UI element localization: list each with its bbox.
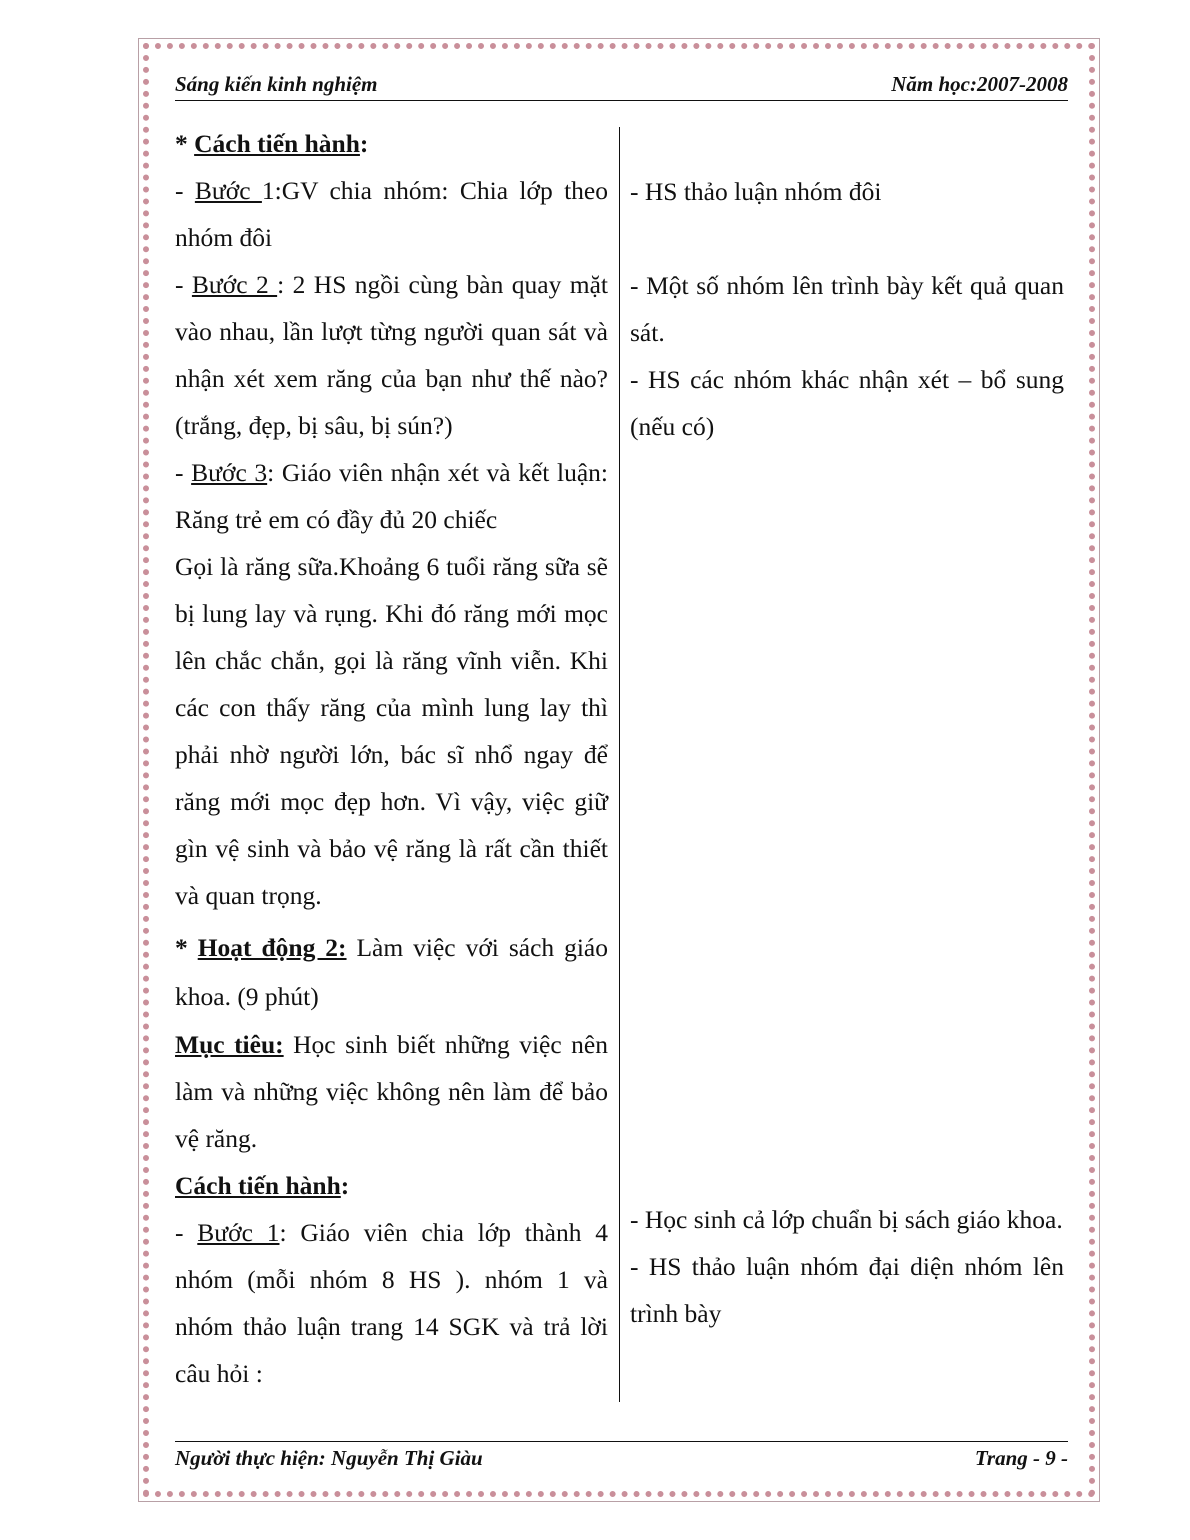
dash: - bbox=[175, 1218, 198, 1247]
step-3-paragraph bbox=[175, 449, 608, 543]
page-footer bbox=[175, 1441, 1068, 1474]
heading-colon: : bbox=[340, 1171, 350, 1200]
step-1-text: 1:GV chia nhóm: Chia lớp theo nhóm đôi bbox=[175, 176, 608, 252]
goal-label: Mục tiêu: bbox=[175, 1030, 284, 1059]
step-2-paragraph bbox=[175, 261, 608, 449]
activity-2-step-1-text: : Giáo viên chia lớp thành 4 nhóm (mỗi nhóm 8 HS ). nhóm 1 và nhóm thảo luận trang 14 SGK và trả lời câu hỏi : bbox=[175, 1218, 609, 1388]
heading-procedure-2 bbox=[175, 1162, 608, 1209]
heading-colon: : bbox=[359, 129, 369, 158]
activity-2-title: Hoạt động 2: bbox=[197, 933, 347, 962]
step-3-label: Bước 3 bbox=[191, 458, 268, 487]
heading-procedure-2-title: Cách tiến hành bbox=[175, 1171, 341, 1200]
step-2-text: : 2 HS ngồi cùng bàn quay mặt vào nhau, lần lượt từng người quan sát và nhận xét xem răng của bạn như thế nào? (trắng, đẹp, bị sâu, bị sún?) bbox=[175, 270, 608, 440]
footer-author: Người thực hiện: Nguyễn Thị Giàu bbox=[175, 1446, 483, 1470]
step-3-text: : Giáo viên nhận xét và kết luận: Răng trẻ em có đầy đủ 20 chiếc bbox=[175, 458, 608, 534]
header-school-year: Năm học:2007-2008 bbox=[891, 72, 1068, 96]
dash: - bbox=[175, 270, 192, 299]
step-3-continuation: Gọi là răng sữa.Khoảng 6 tuổi răng sữa sẽ bị lung lay và rụng. Khi đó răng mới mọc lên chắc chắn, gọi là răng vĩnh viễn. Khi các con thấy răng của mình lung lay thì phải nhờ người lớn, bác sĩ nhổ ngay để răng mới mọc đẹp hơn. Vì vậy, việc giữ gìn vệ sinh và bảo vệ răng là rất cần thiết và quan trọng. bbox=[175, 552, 608, 910]
heading-procedure-title: Cách tiến hành bbox=[194, 129, 360, 158]
header-title: Sáng kiến kinh nghiệm bbox=[175, 72, 378, 96]
star-mark: * bbox=[175, 933, 198, 962]
student-activity-4: - Học sinh cả lớp chuẩn bị sách giáo khoa. bbox=[630, 1205, 1063, 1234]
heading-procedure bbox=[175, 120, 608, 167]
student-activity-1: - HS thảo luận nhóm đôi bbox=[630, 177, 882, 206]
student-activity-3: - HS các nhóm khác nhận xét – bổ sung (nếu có) bbox=[630, 365, 1064, 441]
activity-2-step-1-paragraph bbox=[175, 1209, 608, 1397]
footer-page-number: Trang - 9 - bbox=[974, 1446, 1068, 1470]
step-1-label: Bước bbox=[194, 176, 262, 205]
dash: - bbox=[175, 458, 192, 487]
goal-paragraph bbox=[175, 1021, 608, 1162]
dash: - bbox=[175, 176, 195, 205]
page-header bbox=[175, 70, 1068, 101]
column-divider bbox=[619, 127, 620, 1402]
star-mark: * bbox=[175, 129, 195, 158]
activity-2-step-1-label: Bước 1 bbox=[197, 1218, 280, 1247]
left-column bbox=[175, 120, 608, 1397]
step-1-paragraph bbox=[175, 167, 608, 261]
activity-2-text: Làm việc với sách giáo khoa. (9 phút) bbox=[175, 933, 608, 1011]
student-activity-2: - Một số nhóm lên trình bày kết quả quan sát. bbox=[630, 271, 1064, 347]
goal-text: Học sinh biết những việc nên làm và những việc không nên làm để bảo vệ răng. bbox=[175, 1030, 608, 1153]
activity-2-paragraph bbox=[175, 923, 608, 1021]
right-column bbox=[630, 168, 1064, 1337]
step-2-label: Bước 2 bbox=[191, 270, 278, 299]
student-activity-5: - HS thảo luận nhóm đại diện nhóm lên trình bày bbox=[630, 1252, 1064, 1328]
